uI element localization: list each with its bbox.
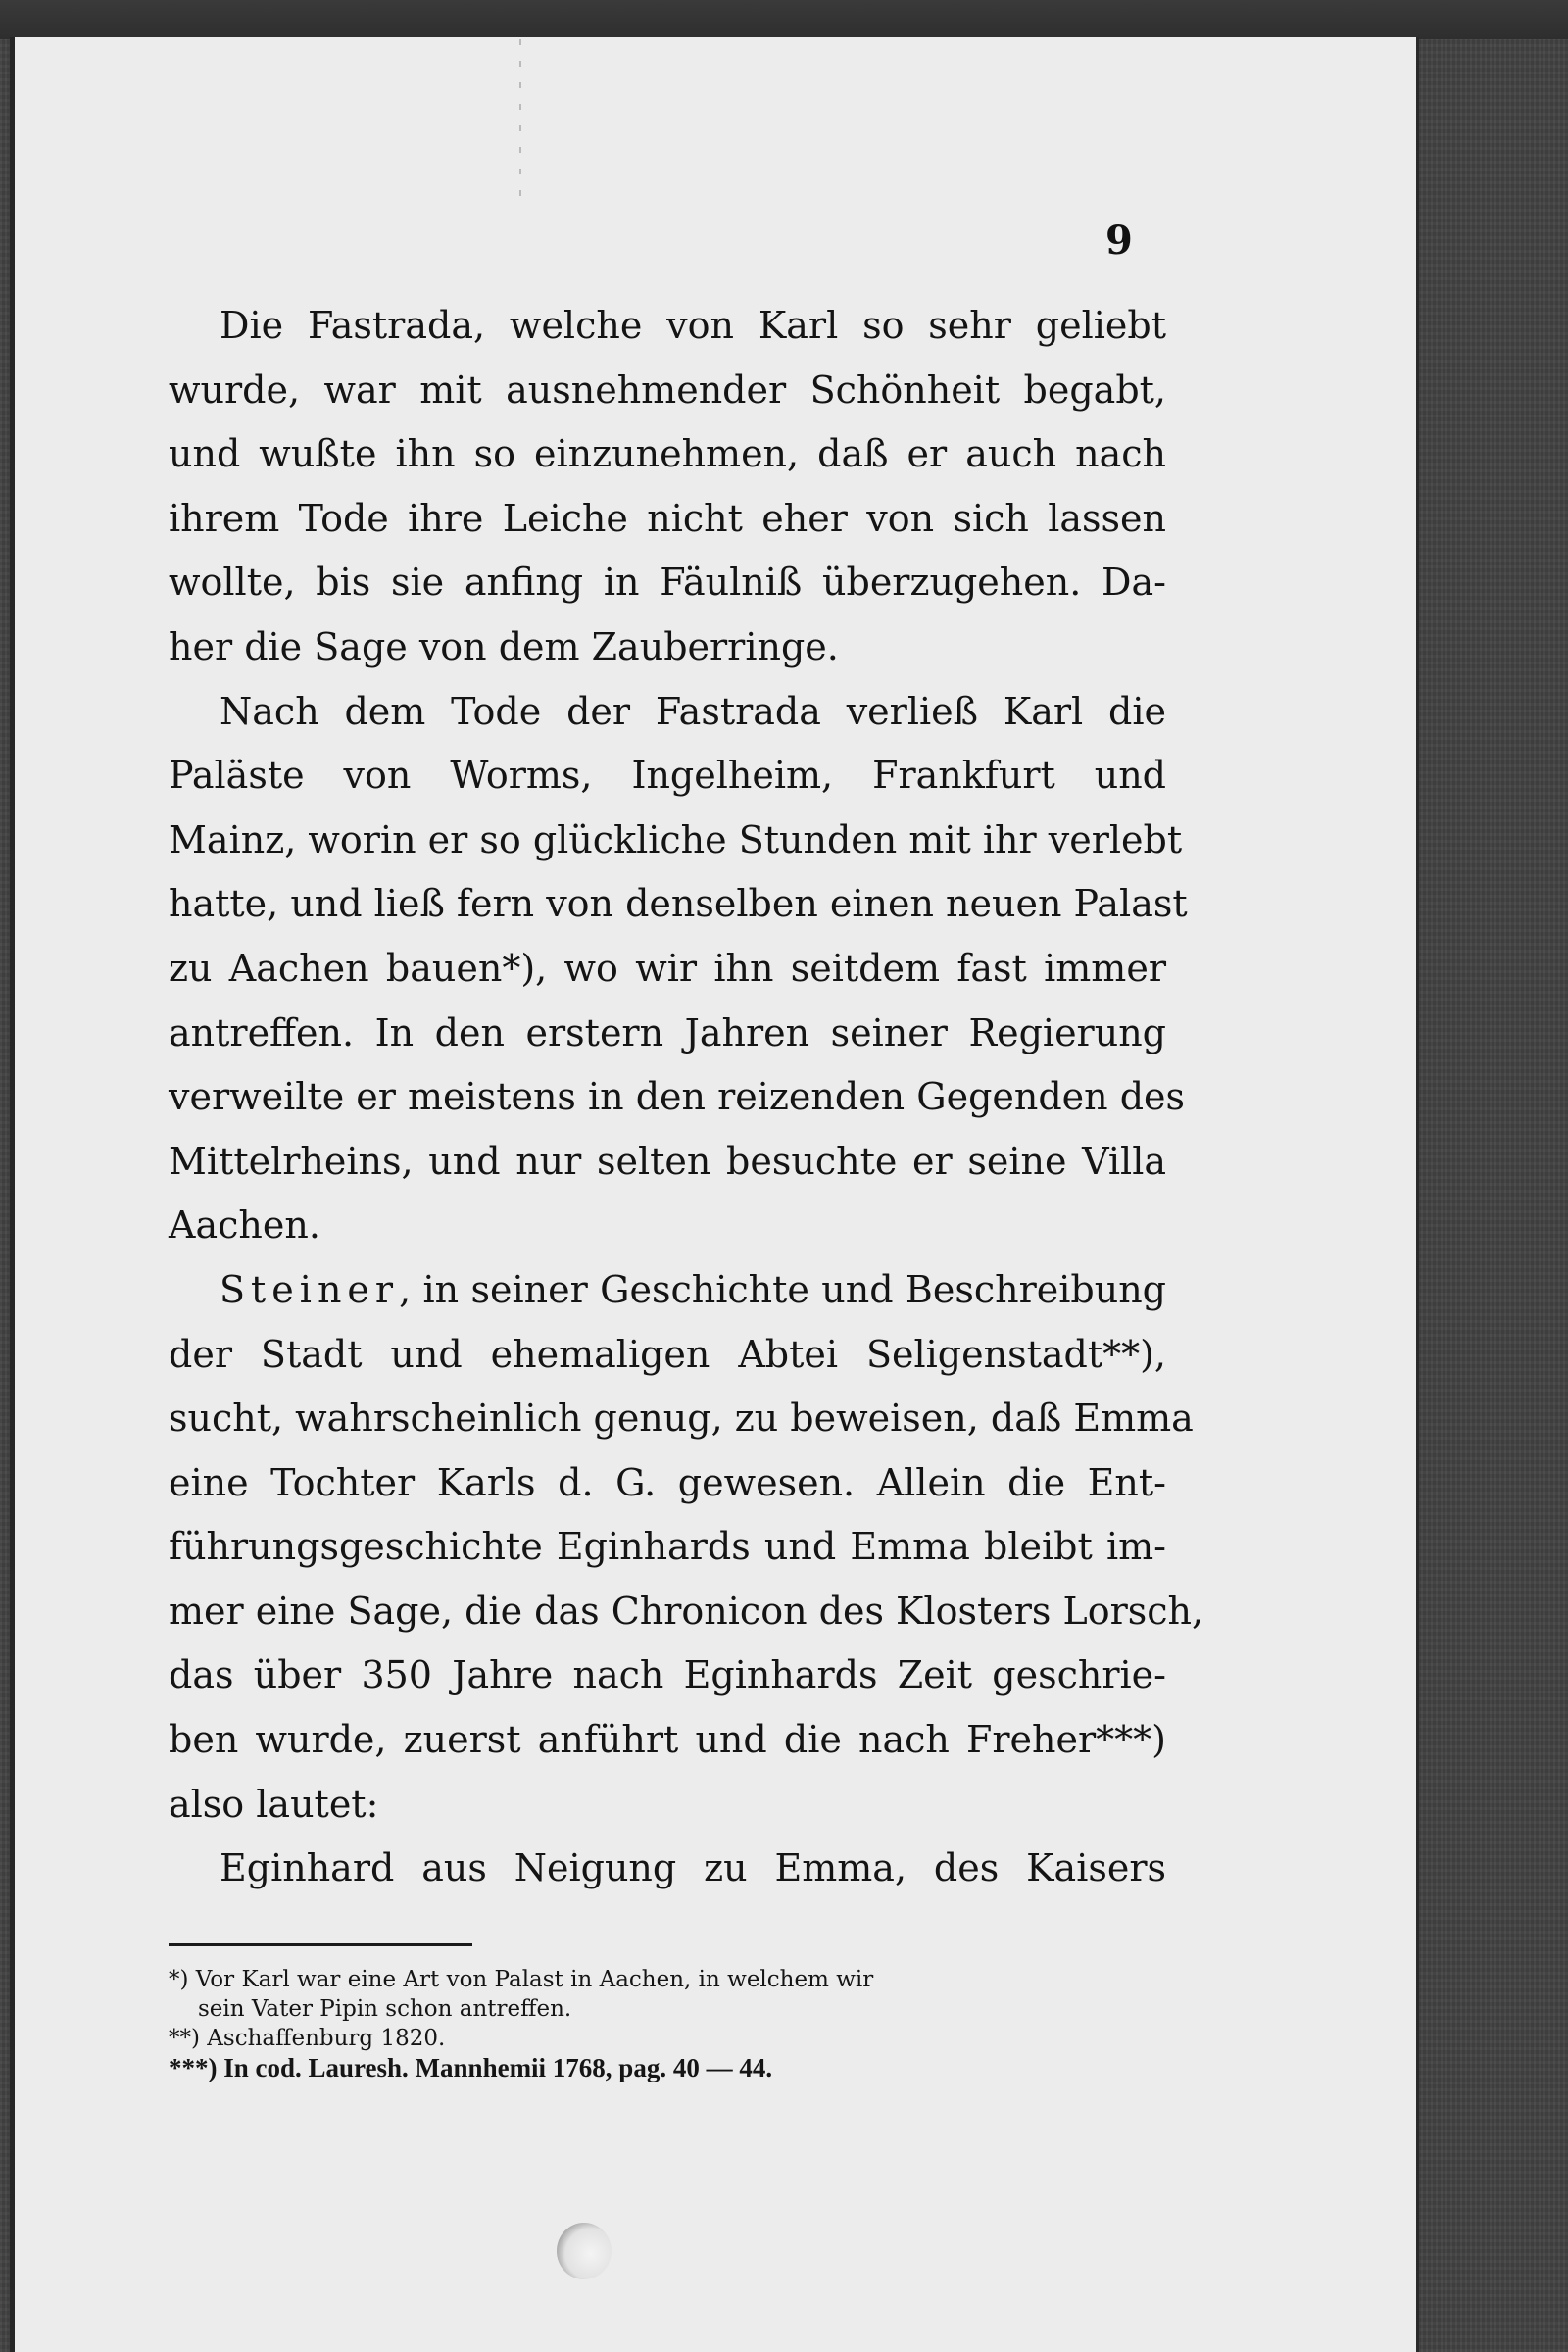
text-line: Die Fastrada, welche von Karl so sehr geliebt (220, 304, 1166, 347)
paragraph-2 (169, 680, 1188, 1258)
text-line: und wußte ihn so einzunehmen, daß er auch nach (169, 432, 1166, 476)
text-line: zu Aachen bauen*), wo wir ihn seitdem fast immer (169, 946, 1166, 990)
text-line (169, 1258, 1166, 1323)
footnote-line: sein Vater Pipin schon antreffen. (198, 1996, 572, 2022)
text-line-rest: , in seiner Geschichte und Beschreibung (399, 1267, 1166, 1311)
footnote-1 (169, 1965, 1168, 2024)
author-name-spaced: Steiner (220, 1267, 400, 1311)
footnote-line (169, 2053, 1168, 2082)
footnote-line (169, 1965, 1168, 1994)
text-line: antreffen. In den erstern Jahren seiner Regierung (169, 1010, 1166, 1054)
paragraph-3 (169, 1258, 1204, 1837)
footnote-text: Vor Karl war eine Art von Palast in Aachen, in welchem wir (195, 1967, 874, 1992)
text-line: verweilte er meistens in den reizenden Gegenden des (169, 1075, 1186, 1119)
text-line: das über 350 Jahre nach Eginhards Zeit geschrie- (169, 1653, 1166, 1697)
page-number: 9 (1105, 218, 1133, 264)
footnote-marker: *) (169, 1967, 189, 1992)
footnote-text: Aschaffenburg 1820. (207, 2026, 446, 2051)
text-line: Nach dem Tode der Fastrada verließ Karl die (220, 689, 1166, 733)
scanner-top-edge (0, 0, 1568, 39)
body-text (169, 294, 1204, 1901)
footnote-3 (169, 2053, 1168, 2082)
text-line: Aachen. (169, 1203, 320, 1248)
text-line: eine Tochter Karls d. G. gewesen. Allein die Ent- (169, 1460, 1166, 1504)
text-line: hatte, und ließ fern von denselben einen neuen Palast (169, 882, 1188, 926)
text-line: her die Sage von dem Zauberringe. (169, 624, 839, 668)
text-line: sucht, wahrscheinlich genug, zu beweisen, daß Emma (169, 1396, 1194, 1441)
footnotes (169, 1965, 1168, 2082)
text-line: führungsgeschichte Eginhards und Emma bleibt im- (169, 1525, 1166, 1569)
fold-marks (519, 39, 521, 196)
footnote-line (169, 2024, 1168, 2053)
text-line: wurde, war mit ausnehmender Schönheit begabt, (169, 368, 1166, 412)
text-line: der Stadt und ehemaligen Abtei Seligenstadt**), (169, 1332, 1166, 1376)
text-line: ben wurde, zuerst anführt und die nach Freher***) (169, 1718, 1166, 1762)
text-line: Paläste von Worms, Ingelheim, Frankfurt und (169, 754, 1166, 798)
footnote-2 (169, 2024, 1168, 2053)
footnote-marker: **) (169, 2026, 200, 2051)
text-line: Mainz, worin er so glückliche Stunden mit ihr verlebt (169, 817, 1183, 861)
paragraph-4 (169, 1837, 1166, 1901)
punched-hole (557, 2223, 612, 2279)
footnote-divider (169, 1943, 472, 1946)
paragraph-1 (169, 294, 1166, 680)
text-line: mer eine Sage, die das Chronicon des Klosters Lorsch, (169, 1589, 1204, 1633)
footnote-marker: ***) (169, 2053, 218, 2082)
text-line: also lautet: (169, 1782, 379, 1826)
text-line: ihrem Tode ihre Leiche nicht eher von sich lassen (169, 496, 1166, 540)
text-line: Mittelrheins, und nur selten besuchte er seine Villa (169, 1139, 1166, 1183)
footnote-text: In cod. Lauresh. Mannhemii 1768, pag. 40 — 44. (223, 2053, 773, 2082)
text-line: wollte, bis sie anfing in Fäulniß überzugehen. Da- (169, 561, 1166, 605)
text-line: Eginhard aus Neigung zu Emma, des Kaisers (220, 1846, 1166, 1890)
